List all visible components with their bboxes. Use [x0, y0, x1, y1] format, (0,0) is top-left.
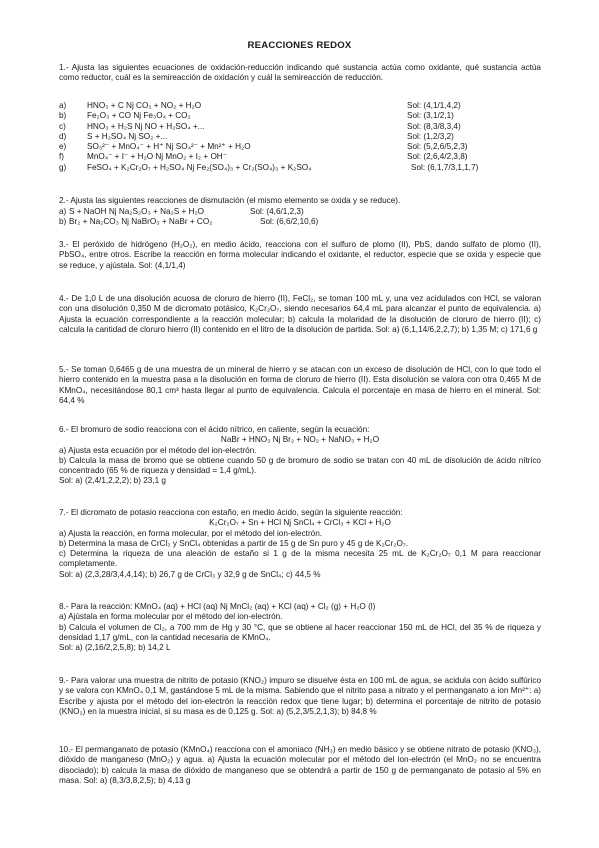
- equation-row: g) FeSO₄ + K₂Cr₂O₇ + H₂SO₄ Nj Fe₂(SO₄)₃ + Cr₂(SO₄)₃ + K₂SO₄ Sol: (6,1,7/3,1,1,7): [59, 162, 479, 172]
- problem-6: 6.- El bromuro de sodio reacciona con el ácido nítrico, en caliente, según la ecuación: NaBr + HNO₃ Nj Br₂ + NO₂ + NaNO₃ + H₂O a) Ajusta esta ecuación por el método del ion-electrón. b) Calcula la masa de bromo que se obtiene cuando 50 g de bromuro de sodio se tratan con 40 mL de disolución de ácido nítrico concentrado (65 % de riqueza y densidad = 1,4 g/mL). Sol: a) (2,4/1,2,2,2); b) 23,1 g: [59, 425, 541, 486]
- equation-row: a) HNO₃ + C Nj CO₂ + NO₂ + H₂O Sol: (4,1/1,4,2): [59, 101, 461, 110]
- problem-10: 10.- El permanganato de potasio (KMnO₄) reacciona con el amoniaco (NH₃) en medio básico y se obtiene nitrato de potasio (KNO₃), dióxido de manganeso (MnO₂) y agua. a) Ajusta la ecuación molecular por el método del ion-electrón (el MnO₂ no se encuentra disociado); b) calcula la masa de dióxido de manganeso que se obtendrá a partir de 150 g de permanganato de potasio al 5% en masa. Sol: a) (8,3/3,8,2,5); b) 4,13 g: [59, 745, 541, 785]
- equation-row: e) SO₃²⁻ + MnO₄⁻ + H⁺ Nj SO₄²⁻ + Mn²⁺ + H₂O Sol: (5,2,6/5,2,3): [59, 142, 468, 152]
- problem-5: 5.- Se toman 0,6465 g de una muestra de un mineral de hierro y se atacan con un exceso de disolución de HCl, con lo que todo el hierro contenido en la muestra pasa a la disolución en forma de cloruro de hierro (II). Esta disolución se valora con otra 0,465 M de KMnO₄, necesitándose 80,1 cm³ hasta llegar al punto de equivalencia. Calcula el porcentaje en masa de hierro en el mineral. Sol: 64,4 %: [59, 365, 541, 405]
- problem-2-intro: 2.- Ajusta las siguientes reacciones de dismutación (el mismo elemento se oxida y se reduce).: [59, 196, 401, 205]
- problem-1-equations: [59, 101, 541, 173]
- problem-1-intro: 1.- Ajusta las siguientes ecuaciones de oxidación-reducción indicando qué sustancia actúa como oxidante, qué sustancia actúa como reductor, cuál es la semireacción de oxidación y cuál la semireacción de reducción.: [59, 63, 541, 83]
- problem-9: 9.- Para valorar una muestra de nitrito de potasio (KNO₂) impuro se disuelve ésta en 100 mL de agua, se acidula con ácido sulfúrico y se valora con KMnO₄ 0,1 M, gastándose 5 mL de la misma. Sabiendo que el nitrito pasa a nitrato y el permanganato a ion Mn²⁺: a) Escribe y ajusta por el método del ion-electrón la reacción redox que tiene lugar; b) determina el porcentaje de nitrito de potasio (KNO₂) en la muestra inicial, si su masa es de 0,125 g. Sol: a) (5,2,3/5,2,1,3); b) 84,8 %: [59, 676, 541, 716]
- problem-7-equation: K₂Cr₂O₇ + Sn + HCl Nj SnCl₄ + CrCl₃ + KCl + H₂O: [209, 518, 391, 528]
- equation-row: b) Fe₂O₃ + CO Nj Fe₃O₄ + CO₂ Sol: (3,1/2,1): [59, 111, 454, 121]
- problem-6-equation: NaBr + HNO₃ Nj Br₂ + NO₂ + NaNO₃ + H₂O: [220, 435, 380, 445]
- equation-row: d) S + H₂SO₄ Nj SO₂ +... Sol: (1,2/3,2): [59, 131, 454, 141]
- page-title: REACCIONES REDOX: [247, 40, 352, 51]
- equation-row: f) MnO₄⁻ + I⁻ + H₂O Nj MnO₂ + I₂ + OH⁻ Sol: (2,6,4/2,3,8): [59, 152, 468, 162]
- problem-3: 3.- El peróxido de hidrógeno (H₂O₂), en medio ácido, reacciona con el sulfuro de plomo (II), PbS, dando sulfato de plomo (II), PbSO₄, entre otros. Escribe la reacción en forma molecular indicando el oxidante, el reductor, especie que se oxida y especie que se reduce, y ajústala. Sol: (4,1/1,4): [59, 240, 541, 270]
- problem-8: 8.- Para la reacción: KMnO₄ (aq) + HCl (aq) Nj MnCl₂ (aq) + KCl (aq) + Cl₂ (g) + H₂O (l) a) Ajústala en forma molecular por el método del ion-electrón. b) Calcula el volumen de Cl₂, a 700 mm de Hg y 30 °C, que se obtiene al hacer reaccionar 150 mL de HCl, del 35 % de riqueza y densidad 1,17 g/mL, con la cantidad necesaria de KMnO₄. Sol: a) (2,16/2,2,5,8); b) 14,2 L: [59, 602, 541, 653]
- problem-2-equations: [59, 207, 541, 228]
- equation-row: c) HNO₃ + H₂S Nj NO + H₂SO₄ +... Sol: (8,3/8,3,4): [59, 121, 461, 131]
- problem-7: 7.- El dicromato de potasio reacciona con estaño, en medio ácido, según la siguiente reacción: K₂Cr₂O₇ + Sn + HCl Nj SnCl₄ + CrCl₃ + KCl + H₂O a) Ajusta la reacción, en forma molecular, por el método del ion-electrón. b) Determina la masa de CrCl₃ y SnCl₄ obtenidas a partir de 15 g de Sn puro y 45 g de K₂Cr₂O₇. c) Determina la riqueza de una aleación de estaño si 1 g de la misma necesita 25 mL de K₂Cr₂O₇ 0,1 M para reaccionar completamente. Sol: a) (2,3,28/3,4,4,14); b) 26,7 g de CrCl₃ y 32,9 g de SnCl₄; c) 44,5 %: [59, 508, 541, 579]
- problem-4: 4.- De 1,0 L de una disolución acuosa de cloruro de hierro (II), FeCl₂, se toman 100 mL y, una vez acidulados con HCl, se valoran con una disolución 0,350 M de dicromato potásico, K₂Cr₂O₇, siendo necesarios 64,4 mL para alcanzar el punto de equivalencia. a) Ajusta la ecuación correspondiente a la reacción molecular; b) calcula la molaridad de la disolución de cloruro de hierro (II); c) calcula la cantidad de cloruro hierro (II) contenido en el litro de la disolución de partida. Sol: a) (6,1,14/6,2,2,7); b) 1,35 M; c) 171,6 g: [59, 294, 541, 334]
- equation-row: a) S + NaOH Nj Na₂S₂O₃ + Na₂S + H₂O Sol: (4,6/1,2,3): [59, 207, 304, 216]
- equation-row: b) Br₂ + Na₂CO₃ Nj NaBrO₃ + NaBr + CO₂ Sol: (6,6/2,10,6): [59, 217, 319, 227]
